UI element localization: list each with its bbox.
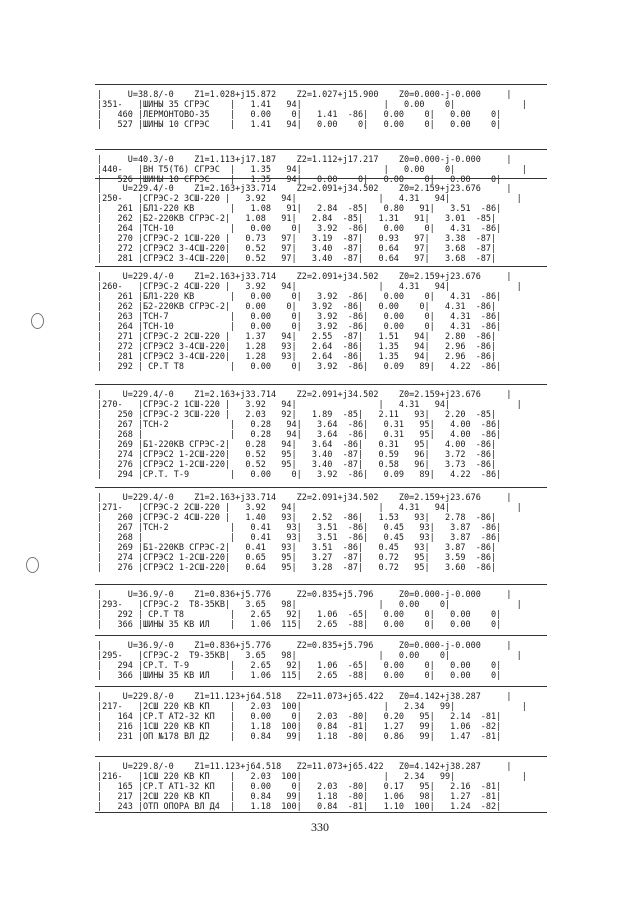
block-separator-rule bbox=[95, 149, 547, 150]
table-row: | 276 |СГРЭС2 1-2СШ-220| 0.64 95| 3.28 -87| 0.72 95| 3.60 -86| bbox=[97, 563, 497, 573]
block-separator-rule bbox=[95, 266, 547, 267]
table-row: | 264 |ТСН-10 | 0.00 0| 3.92 -86| 0.00 0| 4.31 -86| bbox=[97, 224, 502, 234]
page-number: 330 bbox=[311, 820, 329, 834]
table-row: | 272 |СГРЭС2 3-4СШ-220| 0.52 97| 3.40 -87| 0.64 97| 3.68 -87| bbox=[97, 244, 497, 254]
punch-hole-mark-top bbox=[31, 313, 44, 329]
table-row: | 268 | | 0.28 94| 3.64 -86| 0.31 95| 4.00 -86| bbox=[97, 430, 502, 440]
table-row: | 267 |ТСН-2 | 0.28 94| 3.64 -86| 0.31 95| 4.00 -86| bbox=[97, 420, 502, 430]
block-separator-rule bbox=[95, 84, 547, 85]
table-row: | 292 | СР.Т Т8 | 2.65 92| 1.06 -65| 0.00 0| 0.00 0| bbox=[97, 610, 502, 620]
table-row: | 460 |ЛЕРМОНТОВО-35 | 0.00 0| 1.41 -86| 0.00 0| 0.00 0| bbox=[97, 110, 502, 120]
table-row: | 366 |ШИНЫ 35 КВ ИЛ | 1.06 115| 2.65 -88| 0.00 0| 0.00 0| bbox=[97, 671, 502, 681]
table-row: | 269 |Б1-220КВ СГРЭС-2| 0.41 93| 3.51 -86| 0.45 93| 3.87 -86| bbox=[97, 543, 497, 553]
table-row: | 243 |ОТП ОПОРА ВЛ Д4 | 1.18 100| 0.84 -81| 1.10 100| 1.24 -82| bbox=[97, 802, 502, 812]
block-header-row: | U=40.3/-0 Z1=1.113+j17.187 Z2=1.112+j17.217 Z0=0.000-j-0.000 | bbox=[97, 155, 512, 165]
table-row: |295- |СГРЭС-2 Т9-35КВ| 3.65 98| | 0.00 0| | bbox=[97, 651, 522, 661]
block-separator-rule bbox=[95, 487, 547, 488]
table-row: | 263 |ТСН-7 | 0.00 0| 3.92 -86| 0.00 0| 4.31 -86| bbox=[97, 312, 502, 322]
table-row: | 294 |СР.Т. Т-9 | 0.00 0| 3.92 -86| 0.09 89| 4.22 -86| bbox=[97, 470, 502, 480]
block-header-row: | U=229.8/-0 Z1=11.123+j64.518 Z2=11.073+j65.422 Z0=4.142+j38.287 | bbox=[97, 692, 512, 702]
table-row: | 271 |СГРЭС-2 2СШ-220 | 1.37 94| 2.55 -87| 1.51 94| 2.80 -86| bbox=[97, 332, 497, 342]
block-header-row: | U=229.8/-0 Z1=11.123+j64.518 Z2=11.073+j65.422 Z0=4.142+j38.287 | bbox=[97, 762, 512, 772]
table-row: |271- |СГРЭС-2 2СШ-220 | 3.92 94| | 4.31 94| | bbox=[97, 503, 522, 513]
block-header-row: | U=229.4/-0 Z1=2.163+j33.714 Z2=2.091+j34.502 Z0=2.159+j23.676 | bbox=[97, 390, 512, 400]
table-row: | 294 |СР.Т. Т-9 | 2.65 92| 1.06 -65| 0.00 0| 0.00 0| bbox=[97, 661, 502, 671]
block-header-row: | U=229.4/-0 Z1=2.163+j33.714 Z2=2.091+j34.502 Z0=2.159+j23.676 | bbox=[97, 272, 512, 282]
table-row: | 261 |БЛ1-220 КВ | 0.00 0| 3.92 -86| 0.00 0| 4.31 -86| bbox=[97, 292, 502, 302]
block-separator-rule bbox=[95, 756, 547, 757]
table-row: | 281 |СГРЭС2 3-4СШ-220| 1.28 93| 2.64 -86| 1.35 94| 2.96 -86| bbox=[97, 352, 497, 362]
block-header-row: | U=36.9/-0 Z1=0.836+j5.776 Z2=0.835+j5.796 Z0=0.000-j-0.000 | bbox=[97, 641, 512, 651]
block-separator-rule bbox=[95, 384, 547, 385]
block-separator-rule bbox=[95, 686, 547, 687]
table-row: | 217 |2СШ 220 КВ КП | 0.84 99| 1.18 -80| 1.06 98| 1.27 -81| bbox=[97, 792, 502, 802]
table-row: | 268 | | 0.41 93| 3.51 -86| 0.45 93| 3.87 -86| bbox=[97, 533, 502, 543]
block-header-row: | U=36.9/-0 Z1=0.836+j5.776 Z2=0.835+j5.796 Z0=0.000-j-0.000 | bbox=[97, 590, 512, 600]
punch-hole-mark-bottom bbox=[26, 557, 39, 573]
table-row: | 526 |ШИНЫ 10 СГРЭС | 1.35 94| 0.00 0| 0.00 0| 0.00 0| bbox=[97, 175, 502, 185]
table-row: | 366 |ШИНЫ 35 КВ ИЛ | 1.06 115| 2.65 -88| 0.00 0| 0.00 0| bbox=[97, 620, 502, 630]
table-row: | 274 |СГРЭС2 1-2СШ-220| 0.65 95| 3.27 -87| 0.72 95| 3.59 -86| bbox=[97, 553, 497, 563]
table-row: | 164 |СР.Т АТ2-32 КП | 0.00 0| 2.03 -80| 0.20 95| 2.14 -81| bbox=[97, 712, 502, 722]
table-row: | 262 |Б2-220КВ СГРЭС-2| 0.00 0| 3.92 -86| 0.00 0| 4.31 -86| bbox=[97, 302, 497, 312]
table-row: |217- |2СШ 220 КВ КП | 2.03 100| | 2.34 99| | bbox=[97, 702, 527, 712]
table-row: |293- |СГРЭС-2 Т8-35КВ| 3.65 98| | 0.00 0| | bbox=[97, 600, 522, 610]
table-row: | 260 |СГРЭС-2 4СШ-220 | 1.40 93| 2.52 -86| 1.53 93| 2.78 -86| bbox=[97, 513, 497, 523]
block-separator-rule bbox=[95, 635, 547, 636]
table-row: | 231 |ОП №178 ВЛ Д2 | 0.84 99| 1.18 -80| 0.86 99| 1.47 -81| bbox=[97, 732, 502, 742]
table-row: | 261 |БЛ1-220 КВ | 1.08 91| 2.84 -85| 0.80 91| 3.51 -86| bbox=[97, 204, 502, 214]
table-row: | 250 |СГРЭС-2 3СШ-220 | 2.03 92| 1.89 -85| 2.11 93| 2.20 -85| bbox=[97, 410, 497, 420]
table-row: | 276 |СГРЭС2 1-2СШ-220| 0.52 95| 3.40 -87| 0.58 96| 3.73 -86| bbox=[97, 460, 497, 470]
table-row: |440- |ВН Т5(Т6) СГРЭС | 1.35 94| | 0.00 0| | bbox=[97, 165, 527, 175]
table-row: | 292 | СР.Т Т8 | 0.00 0| 3.92 -86| 0.09 89| 4.22 -86| bbox=[97, 362, 502, 372]
block-separator-rule bbox=[95, 584, 547, 585]
table-row: |260- |СГРЭС-2 4СШ-220 | 3.92 94| | 4.31 94| | bbox=[97, 282, 522, 292]
table-bottom-rule bbox=[95, 812, 547, 813]
table-row: |351- |ШИНЫ 35 СГРЭС | 1.41 94| | 0.00 0| | bbox=[97, 100, 527, 110]
table-row: | 272 |СГРЭС2 3-4СШ-220| 1.28 93| 2.64 -86| 1.35 94| 2.96 -86| bbox=[97, 342, 497, 352]
block-header-row: | U=229.4/-0 Z1=2.163+j33.714 Z2=2.091+j34.502 Z0=2.159+j23.676 | bbox=[97, 493, 512, 503]
table-row: | 274 |СГРЭС2 1-2СШ-220| 0.52 95| 3.40 -87| 0.59 96| 3.72 -86| bbox=[97, 450, 497, 460]
table-row: | 267 |ТСН-2 | 0.41 93| 3.51 -86| 0.45 93| 3.87 -86| bbox=[97, 523, 502, 533]
table-row: |250- |СГРЭС-2 3СШ-220 | 3.92 94| | 4.31 94| | bbox=[97, 194, 522, 204]
table-row: | 270 |СГРЭС-2 1СШ-220 | 0.73 97| 3.19 -87| 0.93 97| 3.38 -87| bbox=[97, 234, 497, 244]
table-row: | 216 |1СШ 220 КВ КП | 1.18 100| 0.84 -81| 1.27 99| 1.06 -82| bbox=[97, 722, 502, 732]
block-header-row: | U=38.8/-0 Z1=1.028+j15.872 Z2=1.027+j15.900 Z0=0.000-j-0.000 | bbox=[97, 90, 512, 100]
table-row: |216- |1СШ 220 КВ КП | 2.03 100| | 2.34 99| | bbox=[97, 772, 527, 782]
table-row: | 269 |Б1-220КВ СГРЭС-2| 0.28 94| 3.64 -86| 0.31 95| 4.00 -86| bbox=[97, 440, 497, 450]
table-row: | 165 |СР.Т АТ1-32 КП | 0.00 0| 2.03 -80| 0.17 95| 2.16 -81| bbox=[97, 782, 502, 792]
block-separator-rule bbox=[95, 178, 547, 179]
table-row: | 262 |Б2-220КВ СГРЭС-2| 1.08 91| 2.84 -85| 1.31 91| 3.01 -85| bbox=[97, 214, 497, 224]
block-header-row: | U=229.4/-0 Z1=2.163+j33.714 Z2=2.091+j34.502 Z0=2.159+j23.676 | bbox=[97, 184, 512, 194]
table-row: | 264 |ТСН-10 | 0.00 0| 3.92 -86| 0.00 0| 4.31 -86| bbox=[97, 322, 502, 332]
table-row: | 527 |ШИНЫ 10 СГРЭС | 1.41 94| 0.00 0| 0.00 0| 0.00 0| bbox=[97, 120, 502, 130]
table-row: | 281 |СГРЭС2 3-4СШ-220| 0.52 97| 3.40 -87| 0.64 97| 3.68 -87| bbox=[97, 254, 497, 264]
table-row: |270- |СГРЭС-2 1СШ-220 | 3.92 94| | 4.31 94| | bbox=[97, 400, 522, 410]
